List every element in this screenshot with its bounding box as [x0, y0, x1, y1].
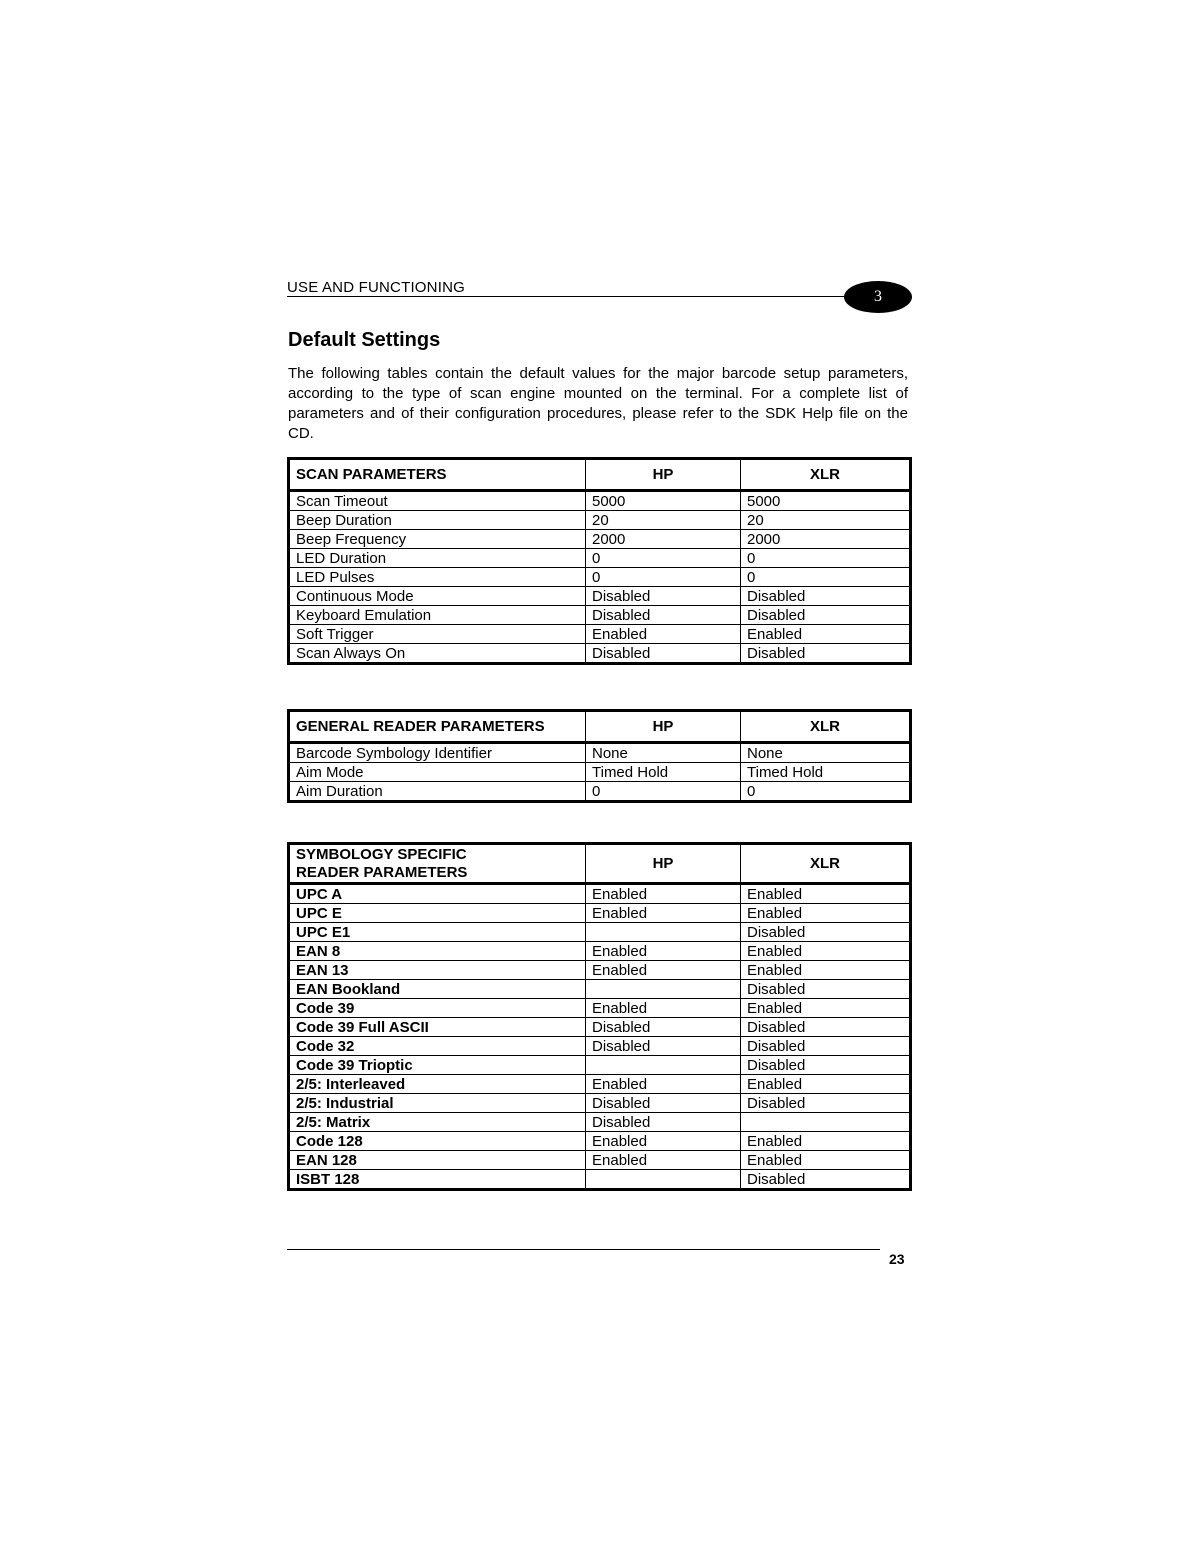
- table-row: [289, 999, 911, 1018]
- hp-value-cell: [586, 923, 741, 942]
- header-rule: [287, 296, 857, 297]
- xlr-value-cell: Disabled: [741, 1037, 911, 1056]
- xlr-value-cell: [741, 1113, 911, 1132]
- parameter-name-cell: Barcode Symbology Identifier: [289, 743, 586, 763]
- table-row: [289, 904, 911, 923]
- xlr-value-cell: Disabled: [741, 606, 911, 625]
- table-row: [289, 763, 911, 782]
- hp-value-cell: Enabled: [586, 961, 741, 980]
- xlr-value-cell: Enabled: [741, 904, 911, 923]
- parameter-name-cell: Beep Duration: [289, 511, 586, 530]
- hp-value-cell: 0: [586, 782, 741, 802]
- column-header-xlr: XLR: [741, 711, 911, 743]
- hp-value-cell: 5000: [586, 491, 741, 511]
- table-row: [289, 625, 911, 644]
- parameter-name-cell: Scan Always On: [289, 644, 586, 664]
- xlr-value-cell: 2000: [741, 530, 911, 549]
- xlr-value-cell: None: [741, 743, 911, 763]
- parameter-name-cell: ISBT 128: [289, 1170, 586, 1190]
- hp-value-cell: 0: [586, 568, 741, 587]
- table-row: [289, 530, 911, 549]
- chapter-badge: 3: [844, 281, 912, 313]
- xlr-value-cell: Enabled: [741, 1132, 911, 1151]
- hp-value-cell: None: [586, 743, 741, 763]
- scan-parameters-table: [287, 457, 912, 665]
- table-row: [289, 587, 911, 606]
- table-row: [289, 1094, 911, 1113]
- parameter-name-cell: Continuous Mode: [289, 587, 586, 606]
- column-header-parameter: GENERAL READER PARAMETERS: [289, 711, 586, 743]
- xlr-value-cell: 0: [741, 568, 911, 587]
- parameter-name-cell: Keyboard Emulation: [289, 606, 586, 625]
- xlr-value-cell: Timed Hold: [741, 763, 911, 782]
- hp-value-cell: 20: [586, 511, 741, 530]
- table-row: [289, 1113, 911, 1132]
- parameter-name-cell: LED Pulses: [289, 568, 586, 587]
- parameter-name-cell: Soft Trigger: [289, 625, 586, 644]
- table-row: [289, 1075, 911, 1094]
- parameter-name-cell: Aim Mode: [289, 763, 586, 782]
- column-header-parameter: SYMBOLOGY SPECIFIC READER PARAMETERS: [289, 844, 586, 884]
- hp-value-cell: Disabled: [586, 1113, 741, 1132]
- column-header-hp: HP: [586, 711, 741, 743]
- xlr-value-cell: Enabled: [741, 1151, 911, 1170]
- xlr-value-cell: Enabled: [741, 1075, 911, 1094]
- hp-value-cell: Disabled: [586, 1094, 741, 1113]
- parameter-name-cell: Code 39: [289, 999, 586, 1018]
- hp-value-cell: Timed Hold: [586, 763, 741, 782]
- hp-value-cell: 0: [586, 549, 741, 568]
- column-header-hp: HP: [586, 844, 741, 884]
- xlr-value-cell: Enabled: [741, 942, 911, 961]
- xlr-value-cell: Enabled: [741, 884, 911, 904]
- table-row: [289, 782, 911, 802]
- table-row: [289, 884, 911, 904]
- hp-value-cell: Enabled: [586, 884, 741, 904]
- hp-value-cell: [586, 980, 741, 999]
- table-row: [289, 644, 911, 664]
- xlr-value-cell: Disabled: [741, 1056, 911, 1075]
- xlr-value-cell: 0: [741, 549, 911, 568]
- xlr-value-cell: Disabled: [741, 923, 911, 942]
- hp-value-cell: Enabled: [586, 904, 741, 923]
- table-row: [289, 1170, 911, 1190]
- table-row: [289, 942, 911, 961]
- column-header-xlr: XLR: [741, 844, 911, 884]
- page-number: 23: [889, 1251, 905, 1267]
- parameter-name-cell: UPC A: [289, 884, 586, 904]
- section-title: USE AND FUNCTIONING: [287, 279, 465, 296]
- table-row: [289, 1018, 911, 1037]
- hp-value-cell: Enabled: [586, 1132, 741, 1151]
- hp-value-cell: Disabled: [586, 644, 741, 664]
- parameter-name-cell: Code 128: [289, 1132, 586, 1151]
- hp-value-cell: [586, 1056, 741, 1075]
- intro-paragraph: The following tables contain the default values for the major barcode setup parameters, according to the type of scan engine mounted on the terminal. For a complete list of parameters and of their configuration procedures, please refer to the SDK Help file on the CD.: [288, 365, 908, 442]
- symbology-specific-parameters-table: [287, 842, 912, 1191]
- column-header-hp: HP: [586, 459, 741, 491]
- hp-value-cell: Enabled: [586, 942, 741, 961]
- parameter-name-cell: EAN 8: [289, 942, 586, 961]
- hp-value-cell: Enabled: [586, 1075, 741, 1094]
- table-row: [289, 961, 911, 980]
- xlr-value-cell: Disabled: [741, 1018, 911, 1037]
- xlr-value-cell: Disabled: [741, 1094, 911, 1113]
- general-reader-parameters-table: [287, 709, 912, 803]
- parameter-name-cell: Aim Duration: [289, 782, 586, 802]
- table-row: [289, 491, 911, 511]
- hp-value-cell: Enabled: [586, 999, 741, 1018]
- xlr-value-cell: 5000: [741, 491, 911, 511]
- parameter-name-cell: UPC E1: [289, 923, 586, 942]
- table-row: [289, 743, 911, 763]
- table-row: [289, 606, 911, 625]
- parameter-name-cell: 2/5: Interleaved: [289, 1075, 586, 1094]
- hp-value-cell: Enabled: [586, 625, 741, 644]
- parameter-name-cell: EAN 13: [289, 961, 586, 980]
- table-row: [289, 568, 911, 587]
- xlr-value-cell: Disabled: [741, 587, 911, 606]
- xlr-value-cell: 0: [741, 782, 911, 802]
- table-row: [289, 923, 911, 942]
- page-header: [287, 278, 912, 318]
- table-row: [289, 511, 911, 530]
- column-header-parameter: SCAN PARAMETERS: [289, 459, 586, 491]
- table-row: [289, 980, 911, 999]
- parameter-name-cell: EAN 128: [289, 1151, 586, 1170]
- hp-value-cell: 2000: [586, 530, 741, 549]
- footer-rule: [287, 1249, 880, 1250]
- xlr-value-cell: Enabled: [741, 999, 911, 1018]
- table-row: [289, 1132, 911, 1151]
- parameter-name-cell: Code 39 Full ASCII: [289, 1018, 586, 1037]
- page-title: Default Settings: [288, 329, 441, 351]
- hp-value-cell: Disabled: [586, 587, 741, 606]
- parameter-name-cell: Scan Timeout: [289, 491, 586, 511]
- xlr-value-cell: Enabled: [741, 625, 911, 644]
- xlr-value-cell: Enabled: [741, 961, 911, 980]
- parameter-name-cell: Code 32: [289, 1037, 586, 1056]
- xlr-value-cell: 20: [741, 511, 911, 530]
- hp-value-cell: Disabled: [586, 606, 741, 625]
- table-row: [289, 1037, 911, 1056]
- parameter-name-cell: LED Duration: [289, 549, 586, 568]
- hp-value-cell: Disabled: [586, 1018, 741, 1037]
- parameter-name-cell: 2/5: Matrix: [289, 1113, 586, 1132]
- column-header-xlr: XLR: [741, 459, 911, 491]
- hp-value-cell: [586, 1170, 741, 1190]
- parameter-name-cell: 2/5: Industrial: [289, 1094, 586, 1113]
- table-row: [289, 549, 911, 568]
- table-row: [289, 1056, 911, 1075]
- xlr-value-cell: Disabled: [741, 644, 911, 664]
- table-row: [289, 1151, 911, 1170]
- hp-value-cell: Disabled: [586, 1037, 741, 1056]
- parameter-name-cell: Code 39 Trioptic: [289, 1056, 586, 1075]
- xlr-value-cell: Disabled: [741, 980, 911, 999]
- parameter-name-cell: EAN Bookland: [289, 980, 586, 999]
- parameter-name-cell: Beep Frequency: [289, 530, 586, 549]
- parameter-name-cell: UPC E: [289, 904, 586, 923]
- hp-value-cell: Enabled: [586, 1151, 741, 1170]
- xlr-value-cell: Disabled: [741, 1170, 911, 1190]
